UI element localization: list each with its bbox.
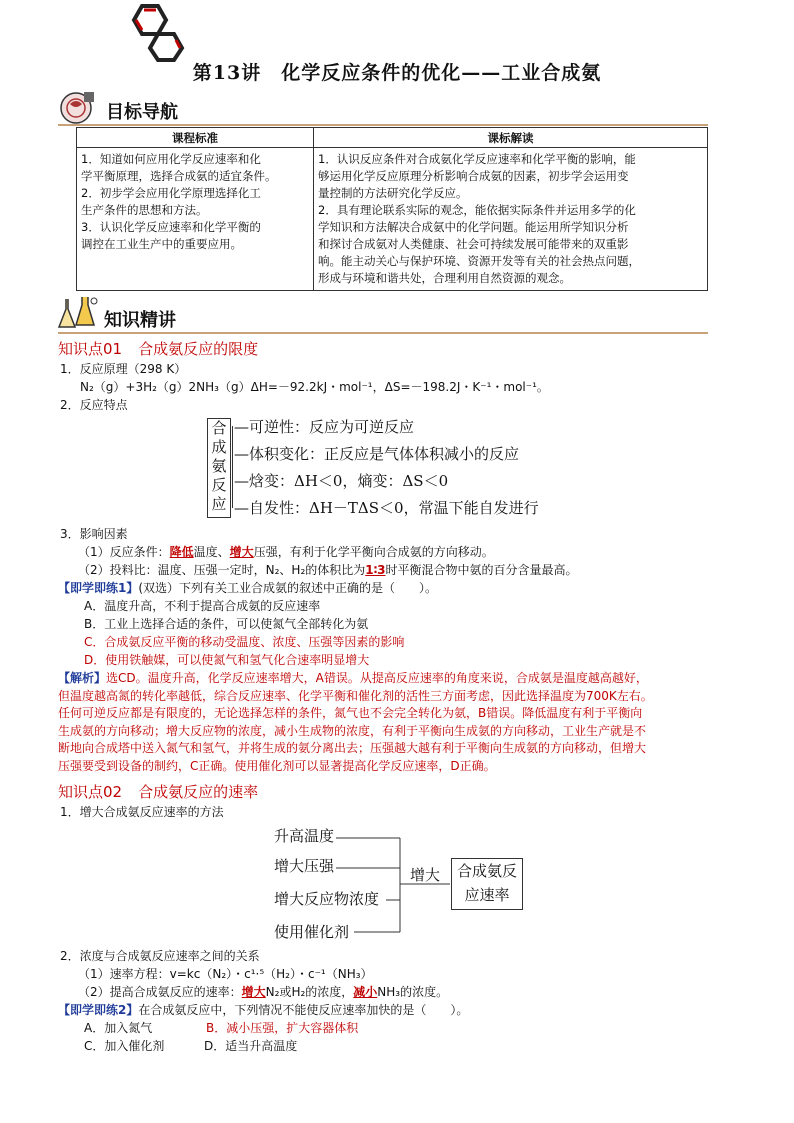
answer-highlight: 增大	[241, 985, 266, 999]
text: （1）反应条件：	[78, 545, 170, 559]
exercise-2-option-a: A．加入氮气	[84, 1021, 153, 1035]
text-line: 1．认识反应条件对合成氨化学反应速率和化学平衡的影响，能	[318, 152, 636, 166]
flask-icon	[56, 295, 100, 331]
text-line: 够运用化学反应原理分析影响合成氨的因素，初步学会运用变	[318, 169, 629, 183]
kp1-factor1	[78, 544, 494, 561]
rate-result-box	[451, 858, 523, 910]
exercise-2-stem	[58, 1002, 468, 1019]
text: 压强，有利于化学平衡向合成氨的方向移动。	[253, 545, 494, 559]
text: （2）投料比：温度、压强一定时，N₂、H₂的体积比为	[78, 563, 366, 577]
text: （2）提高合成氨反应的速率：	[78, 985, 242, 999]
analysis-tag: 【解析】	[58, 671, 107, 685]
kp1-item1: 1．反应原理（298 K）	[60, 362, 187, 376]
page-title: 第13讲 化学反应条件的优化——工业合成氨	[192, 62, 602, 84]
knowledge-point-1-heading	[58, 338, 258, 359]
kp2-item2: 2．浓度与合成氨反应速率之间的关系	[60, 949, 260, 963]
text-line: 生成氨的方向移动；增大反应物的浓度，减小生成物的浓度，有利于平衡向生成氨的方向移动，工业生产就是不	[58, 723, 647, 738]
box-char: 应	[211, 495, 227, 513]
box-char: 合	[211, 419, 227, 437]
kp1-item3: 3．影响因素	[60, 527, 128, 541]
text: 时平衡混合物中氨的百分含量最高。	[385, 563, 578, 577]
target-brain-icon	[58, 90, 98, 126]
diagram-bracket	[232, 426, 233, 508]
text-line: 响。能主动关心与保护环境、资源开发等有关的社会热点问题，	[318, 254, 640, 268]
characteristic-volume: —体积变化：正反应是气体体积减小的反应	[234, 445, 520, 463]
kp1-item2: 2．反应特点	[60, 398, 128, 412]
table-header-standard: 课程标准	[77, 128, 314, 148]
synthesis-ammonia-box	[207, 418, 231, 518]
text-line: 1．知道如何应用化学反应速率和化	[81, 152, 261, 166]
exercise-1-analysis	[58, 670, 738, 775]
text: 在合成氨反应中，下列情况不能使反应速率加快的是（ ）。	[138, 1003, 469, 1017]
text-line: 3．认识化学反应速率和化学平衡的	[81, 220, 261, 234]
exercise-1-option-c: C．合成氨反应平衡的移动受温度、浓度、压强等因素的影响	[84, 635, 405, 649]
answer-highlight: 1∶3	[365, 563, 386, 577]
answer-highlight: 增大	[229, 545, 254, 559]
exercise-tag: 【即学即练1】	[58, 581, 139, 595]
method-raise-temperature: 升高温度	[274, 827, 335, 845]
kp-title: 合成氨反应的限度	[138, 340, 259, 358]
section-heading-knowledge: 知识精讲	[104, 310, 176, 331]
method-increase-concentration: 增大反应物浓度	[274, 890, 380, 908]
characteristic-spontaneity: —自发性：ΔH－TΔS＜0，常温下能自发进行	[234, 499, 539, 517]
method-increase-pressure: 增大压强	[274, 857, 335, 875]
kp2-item1: 1．增大合成氨反应速率的方法	[60, 805, 224, 819]
kp1-equation: N₂（g）+3H₂（g）2NH₃（g）ΔH=－92.2kJ・mol⁻¹，ΔS=－198.2J・K⁻¹・mol⁻¹。	[80, 380, 549, 394]
method-use-catalyst: 使用催化剂	[274, 923, 350, 941]
curriculum-table	[76, 127, 708, 291]
section-divider	[58, 332, 708, 334]
text-line: 和探讨合成氨对人类健康、社会可持续发展可能带来的双重影	[318, 237, 629, 251]
table-cell-interpretation	[314, 148, 708, 291]
text-line: 量控制的方法研究化学反应。	[318, 186, 468, 200]
rate-diagram-connectors	[270, 820, 460, 950]
text-line: 2．初步学会应用化学原理选择化工	[81, 186, 261, 200]
text-line: 应速率	[464, 886, 510, 904]
box-char: 成	[211, 438, 227, 456]
text: NH₃的浓度。	[377, 985, 449, 999]
exercise-1-option-d: D．使用铁触媒，可以使氮气和氢气化合速率明显增大	[84, 653, 370, 667]
exercise-2-option-c: C．加入催化剂	[84, 1039, 165, 1053]
exercise-1-option-b: B．工业上选择合适的条件，可以使氮气全部转化为氨	[84, 617, 369, 631]
kp1-factor2	[78, 562, 578, 579]
text-line: 选CD。温度升高，化学反应速率增大，A错误。从提高反应速率的角度来说，合成氨是温度越高越好，	[106, 671, 648, 685]
section-heading-goals: 目标导航	[106, 102, 178, 123]
text: 温度、	[193, 545, 230, 559]
exercise-1-stem	[58, 580, 437, 597]
increase-label: 增大	[410, 866, 441, 884]
text-line: 调控在工业生产中的重要应用。	[81, 237, 242, 251]
text: N₂或H₂的浓度，	[265, 985, 354, 999]
text-line: 但温度越高氮的转化率越低，综合反应速率、化学平衡和催化剂的活性三方面考虑，因此选择温度为700K左右。	[58, 688, 653, 703]
answer-highlight: 减小	[353, 985, 378, 999]
answer-highlight: 降低	[169, 545, 194, 559]
box-char: 反	[211, 476, 227, 494]
molecule-logo-icon	[118, 0, 196, 62]
text-line: 2．具有理论联系实际的观念，能依据实际条件并运用多学的化	[318, 203, 636, 217]
exercise-2-option-b: B．减小压强，扩大容器体积	[206, 1021, 359, 1035]
knowledge-point-2-heading	[58, 781, 258, 802]
section-divider	[58, 124, 708, 126]
kp-number: 知识点01	[58, 340, 123, 358]
text: (双选）下列有关工业合成氨的叙述中正确的是（ ）。	[138, 581, 438, 595]
table-header-interpretation: 课标解读	[314, 128, 708, 148]
text-line: 任何可逆反应都是有限度的，无论选择怎样的条件，氮气也不会完全转化为氨，B错误。降低温度有利于平衡向	[58, 706, 643, 720]
text-line: 断地向合成塔中送入氮气和氢气，并将生成的氨分离出去；压强越大越有利于平衡向生成氨的方向移动，但增大	[58, 741, 647, 755]
table-cell-standard	[77, 148, 314, 291]
text-line: 压强要受到设备的制约，C正确。使用催化剂可以显著提高化学反应速率，D正确。	[58, 758, 496, 773]
text-line: 形成与环境和谐共处，合理利用自然资源的观念。	[318, 271, 571, 285]
characteristic-reversible: —可逆性：反应为可逆反应	[234, 418, 415, 436]
text-line: 生产条件的思想和方法。	[81, 203, 208, 217]
exercise-2-option-d: D．适当升高温度	[204, 1039, 298, 1053]
box-char: 氨	[211, 457, 227, 475]
kp-title: 合成氨反应的速率	[138, 783, 259, 801]
exercise-1-option-a: A．温度升高，不利于提高合成氨的反应速率	[84, 599, 321, 613]
characteristic-enthalpy: —焓变：ΔH＜0，熵变：ΔS＜0	[234, 472, 449, 490]
text-line: 合成氨反	[456, 862, 517, 880]
kp2-rate-increase	[78, 984, 448, 1001]
text-line: 学平衡原理，选择合成氨的适宜条件。	[81, 169, 277, 183]
text-line: 学知识和方法解决合成氨中的化学问题。能运用所学知识分析	[318, 220, 629, 234]
exercise-tag: 【即学即练2】	[58, 1003, 139, 1017]
kp2-rate-equation: （1）速率方程：v=kc（N₂）・c¹·⁵（H₂）・c⁻¹（NH₃）	[78, 967, 373, 981]
kp-number: 知识点02	[58, 783, 123, 801]
